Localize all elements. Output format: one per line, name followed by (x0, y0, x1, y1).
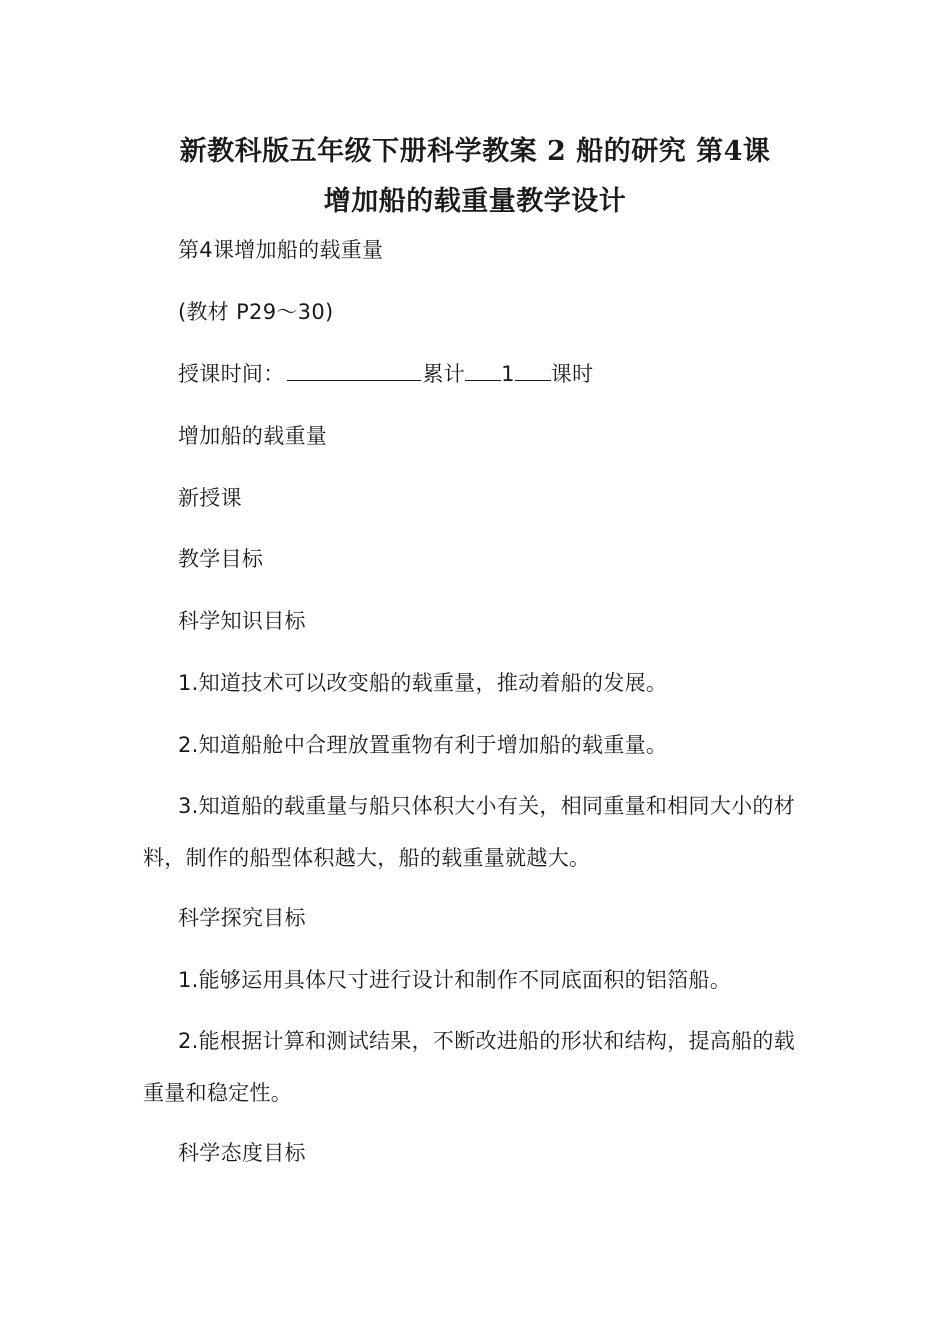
schedule-count-blank-right (515, 358, 551, 381)
schedule-count-blank-left (465, 358, 501, 381)
document-title-line-1: 新教科版五年级下册科学教案 2 船的研究 第4课 (179, 136, 771, 167)
lesson-heading: 第4课增加船的载重量 (178, 238, 384, 262)
knowledge-item-3: 3.知道船的载重量与船只体积大小有关，相同重量和相同大小的材料，制作的船型体积越大，船的载重量就越大。 (143, 794, 796, 870)
schedule-unit: 课时 (550, 362, 594, 386)
document-title-line-2: 增加船的载重量教学设计 (323, 186, 627, 217)
schedule-time-blank (287, 358, 421, 381)
section-goals-heading: 教学目标 (178, 547, 264, 571)
knowledge-item-1: 1.知道技术可以改变船的载重量，推动着船的发展。 (178, 671, 668, 695)
schedule-line (143, 348, 813, 400)
inquiry-goals-heading: 科学探究目标 (178, 906, 306, 930)
knowledge-item-2: 2.知道船舱中合理放置重物有利于增加船的载重量。 (178, 733, 668, 757)
knowledge-goals-heading: 科学知识目标 (178, 609, 306, 633)
lesson-topic: 增加船的载重量 (178, 424, 328, 448)
attitude-goals-heading: 科学态度目标 (178, 1141, 306, 1165)
inquiry-item-1: 1.能够运用具体尺寸进行设计和制作不同底面积的铝箔船。 (178, 968, 732, 992)
inquiry-item-2: 2.能根据计算和测试结果，不断改进船的形状和结构，提高船的载重量和稳定性。 (143, 1029, 796, 1105)
textbook-pages: (教材 P29～30) (178, 300, 334, 324)
schedule-label: 授课时间： (178, 362, 285, 386)
schedule-total-label: 累计 (422, 362, 466, 386)
lesson-type: 新授课 (178, 486, 242, 510)
schedule-count: 1 (501, 362, 515, 386)
